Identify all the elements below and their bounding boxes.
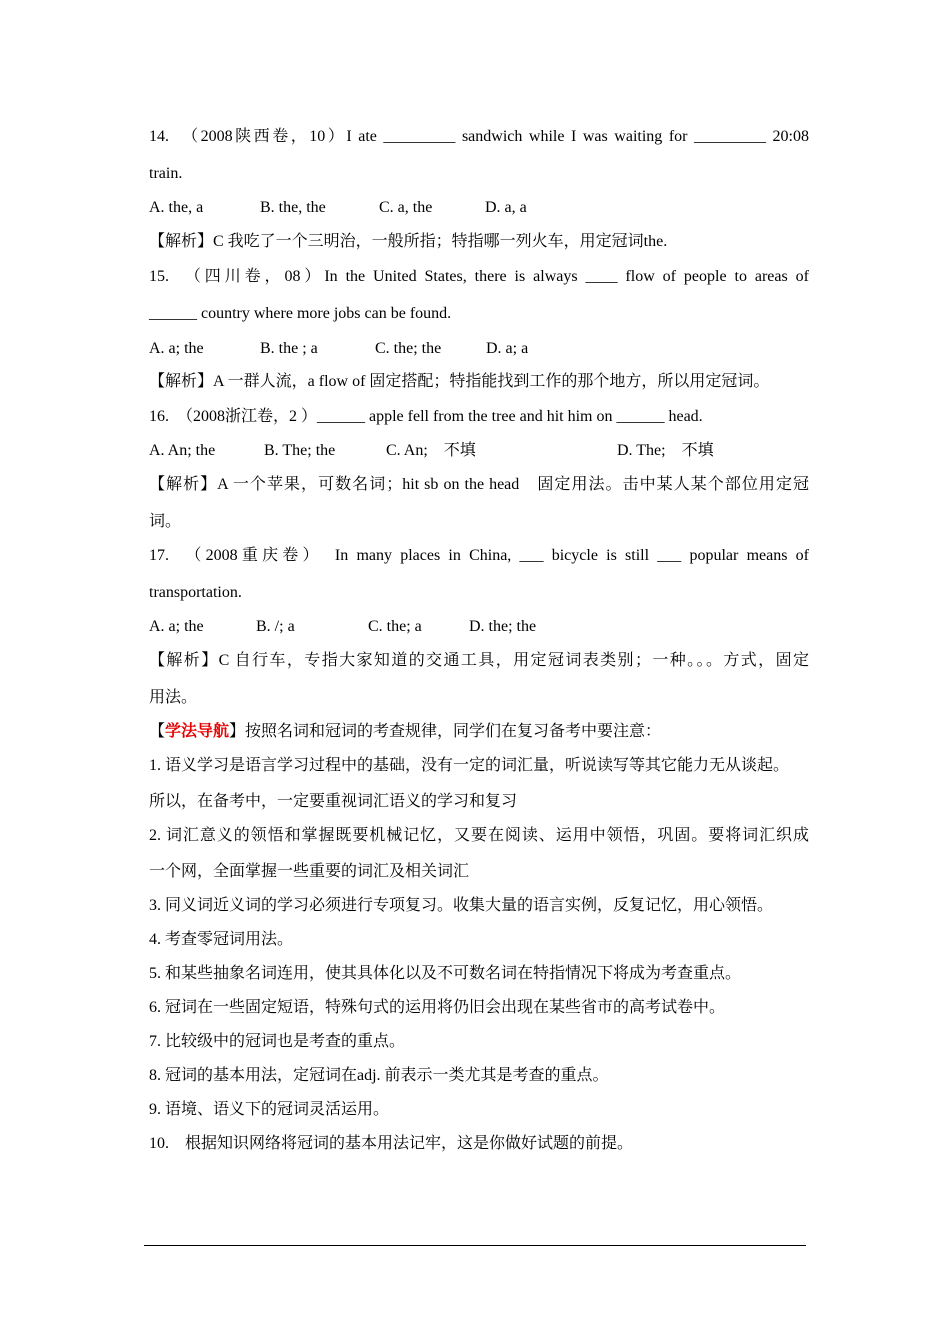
q17-analysis-continued: 用法。	[149, 689, 198, 706]
q15-option-a: A. a; the	[149, 340, 204, 357]
guide-item-10: 10. 根据知识网络将冠词的基本用法记牢，这是你做好试题的前提。	[149, 1135, 634, 1152]
q17-option-b: B. /; a	[256, 618, 295, 635]
guide-item-2-continued: 一个网，全面掌握一些重要的词汇及相关词汇	[149, 863, 470, 880]
guide-item-2: 2. 词汇意义的领悟和掌握既要机械记忆，又要在阅读、运用中领悟，巩固。要将词汇织成	[149, 827, 809, 844]
q17-option-c: C. the; a	[368, 618, 422, 635]
guide-item-1-continued: 所以，在备考中，一定要重视词汇语义的学习和复习	[149, 793, 518, 810]
q14-option-c: C. a, the	[379, 199, 433, 216]
guide-item-9: 9. 语境、语义下的冠词灵活运用。	[149, 1101, 390, 1118]
q17-stem: 17. （2008重庆卷） In many places in China, ___ bicycle is still ___ popular means of	[149, 547, 809, 564]
q14-option-a: A. the, a	[149, 199, 204, 216]
guide-item-3: 3. 同义词近义词的学习必须进行专项复习。收集大量的语言实例，反复记忆，用心领悟。	[149, 897, 774, 914]
q17-option-a: A. a; the	[149, 618, 204, 635]
q16-analysis-continued: 词。	[149, 513, 182, 530]
guide-item-4: 4. 考查零冠词用法。	[149, 931, 294, 948]
q16-option-b: B. The; the	[264, 442, 336, 459]
q15-option-c: C. the; the	[375, 340, 442, 357]
guide-bracket-close: 】	[229, 723, 246, 740]
q16-option-a: A. An; the	[149, 442, 216, 459]
q16-stem: 16. （2008浙江卷，2 ）______ apple fell from the tree and hit him on ______ head.	[149, 408, 703, 425]
q17-stem-continued: transportation.	[149, 584, 242, 601]
guide-item-1: 1. 语义学习是语言学习过程中的基础，没有一定的词汇量，听说读写等其它能力无从谈起。	[149, 757, 790, 774]
q16-option-d: D. The; 不填	[617, 442, 714, 459]
footer-divider	[144, 1245, 806, 1246]
q14-option-d: D. a, a	[485, 199, 527, 216]
q15-option-b: B. the ; a	[260, 340, 318, 357]
guide-bracket-open: 【	[149, 723, 166, 740]
q15-analysis: 【解析】A 一群人流，a flow of 固定搭配；特指能找到工作的那个地方，所以用定冠词。	[149, 373, 770, 390]
guide-intro: 按照名词和冠词的考查规律，同学们在复习备考中要注意：	[245, 723, 662, 740]
q14-stem-continued: train.	[149, 165, 183, 182]
q15-option-d: D. a; a	[486, 340, 529, 357]
q17-option-d: D. the; the	[469, 618, 537, 635]
q16-option-c: C. An; 不填	[386, 442, 476, 459]
guide-item-5: 5. 和某些抽象名词连用，使其具体化以及不可数名词在特指情况下将成为考查重点。	[149, 965, 742, 982]
guide-item-6: 6. 冠词在一些固定短语，特殊句式的运用将仍旧会出现在某些省市的高考试卷中。	[149, 999, 726, 1016]
q14-option-b: B. the, the	[260, 199, 326, 216]
q17-analysis: 【解析】C 自行车，专指大家知道的交通工具，用定冠词表类别；一种。。。方式，固定	[149, 652, 809, 669]
q14-analysis: 【解析】C 我吃了一个三明治，一般所指；特指哪一列火车，用定冠词the.	[149, 233, 668, 250]
q16-analysis: 【解析】A 一个苹果，可数名词；hit sb on the head 固定用法。击中某人某个部位用定冠	[149, 476, 809, 493]
q14-stem: 14. （2008陕西卷，10）I ate _________ sandwich while I was waiting for _________ 20:08	[149, 128, 809, 145]
q15-stem: 15. （四川卷，08）In the United States, there is always ____ flow of people to areas of	[149, 268, 809, 285]
guide-item-8: 8. 冠词的基本用法，定冠词在adj. 前表示一类尤其是考查的重点。	[149, 1067, 609, 1084]
q15-stem-continued: ______ country where more jobs can be found.	[149, 305, 452, 322]
study-guide-heading	[149, 722, 809, 742]
guide-title: 学法导航	[165, 723, 230, 740]
guide-item-7: 7. 比较级中的冠词也是考查的重点。	[149, 1033, 406, 1050]
